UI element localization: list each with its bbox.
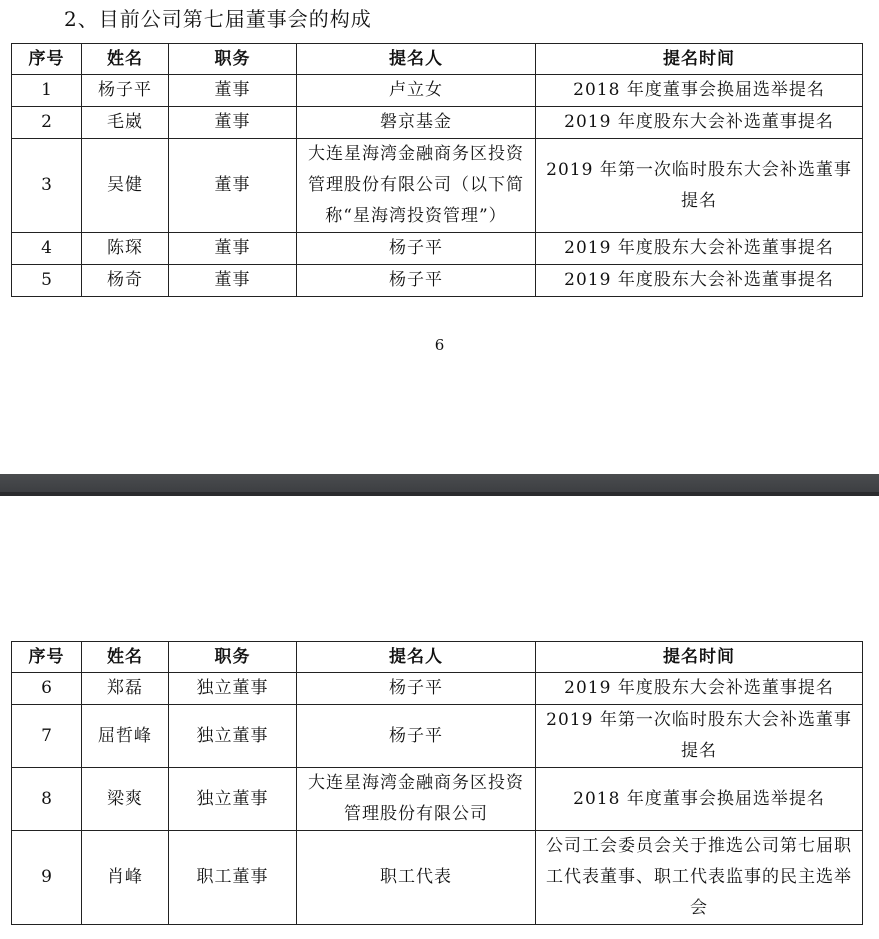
table-row [12, 139, 863, 233]
col-header-time: 提名时间 [536, 642, 863, 673]
cell-time: 2019 年第一次临时股东大会补选董事提名 [536, 139, 863, 233]
cell-no: 1 [12, 75, 82, 107]
col-header-nominator: 提名人 [297, 44, 536, 75]
cell-name: 杨奇 [82, 265, 169, 297]
cell-time: 2019 年度股东大会补选董事提名 [536, 265, 863, 297]
table-row [12, 831, 863, 925]
cell-time: 2019 年度股东大会补选董事提名 [536, 233, 863, 265]
section-heading: 2、目前公司第七届董事会的构成 [64, 7, 372, 31]
cell-no: 4 [12, 233, 82, 265]
board-table-page-2 [11, 641, 863, 925]
table-row [12, 75, 863, 107]
cell-name: 屈哲峰 [82, 705, 169, 768]
cell-name: 郑磊 [82, 673, 169, 705]
cell-position: 独立董事 [169, 673, 297, 705]
table-row [12, 265, 863, 297]
cell-nominator: 磐京基金 [297, 107, 536, 139]
page-number: 6 [434, 336, 445, 354]
cell-nominator: 杨子平 [297, 673, 536, 705]
cell-no: 2 [12, 107, 82, 139]
cell-nominator: 杨子平 [297, 233, 536, 265]
cell-name: 陈琛 [82, 233, 169, 265]
cell-name: 毛崴 [82, 107, 169, 139]
cell-position: 董事 [169, 233, 297, 265]
col-header-no: 序号 [12, 44, 82, 75]
cell-no: 8 [12, 768, 82, 831]
cell-nominator: 大连星海湾金融商务区投资管理股份有限公司（以下简称“星海湾投资管理”） [297, 139, 536, 233]
board-table-page-1 [11, 43, 863, 297]
table-header-row [12, 642, 863, 673]
cell-name: 梁爽 [82, 768, 169, 831]
cell-no: 9 [12, 831, 82, 925]
cell-no: 5 [12, 265, 82, 297]
cell-no: 6 [12, 673, 82, 705]
cell-position: 董事 [169, 265, 297, 297]
cell-time: 2019 年度股东大会补选董事提名 [536, 107, 863, 139]
cell-position: 董事 [169, 139, 297, 233]
table-header-row [12, 44, 863, 75]
cell-position: 独立董事 [169, 705, 297, 768]
page-divider [0, 474, 879, 496]
cell-no: 7 [12, 705, 82, 768]
col-header-nominator: 提名人 [297, 642, 536, 673]
cell-time: 2018 年度董事会换届选举提名 [536, 768, 863, 831]
col-header-name: 姓名 [82, 44, 169, 75]
cell-nominator: 杨子平 [297, 705, 536, 768]
table-row [12, 768, 863, 831]
cell-position: 独立董事 [169, 768, 297, 831]
table-row [12, 107, 863, 139]
cell-nominator: 杨子平 [297, 265, 536, 297]
col-header-position: 职务 [169, 44, 297, 75]
col-header-time: 提名时间 [536, 44, 863, 75]
cell-time: 公司工会委员会关于推选公司第七届职工代表董事、职工代表监事的民主选举会 [536, 831, 863, 925]
cell-position: 董事 [169, 107, 297, 139]
col-header-no: 序号 [12, 642, 82, 673]
cell-nominator: 卢立女 [297, 75, 536, 107]
cell-position: 职工董事 [169, 831, 297, 925]
col-header-name: 姓名 [82, 642, 169, 673]
cell-nominator: 大连星海湾金融商务区投资管理股份有限公司 [297, 768, 536, 831]
cell-name: 吴健 [82, 139, 169, 233]
table-row [12, 705, 863, 768]
cell-position: 董事 [169, 75, 297, 107]
cell-time: 2019 年第一次临时股东大会补选董事提名 [536, 705, 863, 768]
cell-name: 杨子平 [82, 75, 169, 107]
cell-time: 2019 年度股东大会补选董事提名 [536, 673, 863, 705]
col-header-position: 职务 [169, 642, 297, 673]
table-row [12, 673, 863, 705]
cell-time: 2018 年度董事会换届选举提名 [536, 75, 863, 107]
cell-name: 肖峰 [82, 831, 169, 925]
cell-nominator: 职工代表 [297, 831, 536, 925]
cell-no: 3 [12, 139, 82, 233]
table-row [12, 233, 863, 265]
